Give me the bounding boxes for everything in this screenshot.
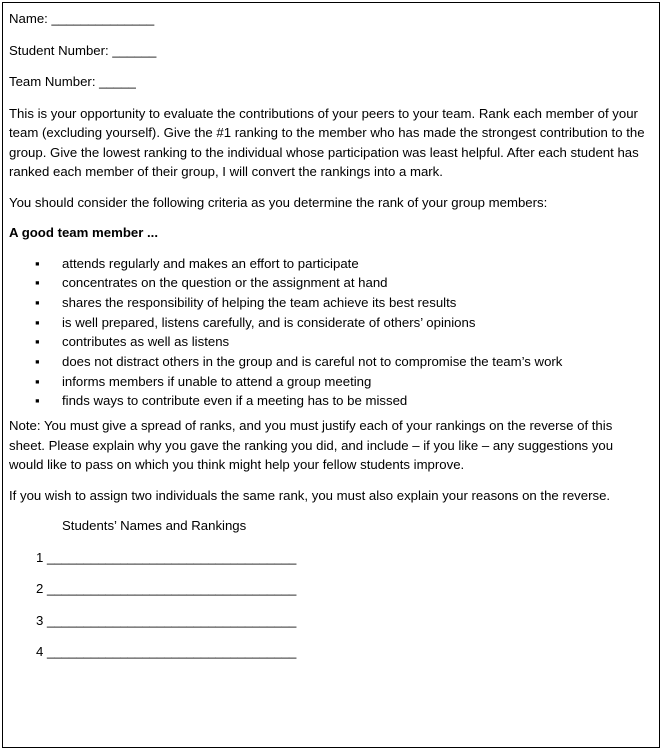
- list-item: [9, 391, 649, 411]
- ranking-line-1[interactable]: 1 __________________________________: [36, 549, 297, 565]
- criteria-text: is well prepared, listens carefully, and is considerate of others’ opinions: [62, 314, 476, 330]
- evaluation-sheet: [2, 2, 660, 748]
- list-item: [9, 372, 649, 392]
- rankings-title: Students’ Names and Rankings: [62, 518, 247, 534]
- list-item: [9, 254, 649, 274]
- criteria-text: does not distract others in the group and is careful not to compromise the team’s work: [62, 354, 563, 370]
- list-item: [9, 313, 649, 333]
- bullet-icon: ▪: [35, 314, 40, 330]
- intro-paragraph: This is your opportunity to evaluate the contributions of your peers to your team. Rank each member of your team (excluding yourself). Give the #1 ranking to the member who has made the strongest contribution to the group. Give the lowest ranking to the individual whose participation was least helpful. After each student has ranked each member of their group, I will convert the rankings into a mark.: [9, 105, 645, 179]
- list-item: [9, 293, 649, 313]
- criteria-text: finds ways to contribute even if a meeting has to be missed: [62, 393, 408, 409]
- criteria-text: informs members if unable to attend a group meeting: [62, 373, 372, 389]
- bullet-icon: ▪: [35, 373, 40, 389]
- name-field[interactable]: Name: ______________: [9, 11, 155, 26]
- criteria-heading: A good team member ...: [9, 225, 158, 240]
- criteria-list: [9, 254, 649, 412]
- same-rank-note: If you wish to assign two individuals the same rank, you must also explain your reasons on the reverse.: [9, 487, 611, 503]
- bullet-icon: ▪: [35, 255, 40, 271]
- bullet-icon: ▪: [35, 393, 40, 409]
- ranking-line-4[interactable]: 4 __________________________________: [36, 644, 297, 660]
- ranking-line-3[interactable]: 3 __________________________________: [36, 612, 297, 628]
- criteria-text: attends regularly and makes an effort to participate: [62, 255, 359, 271]
- bullet-icon: ▪: [35, 334, 40, 350]
- criteria-intro: You should consider the following criteria as you determine the rank of your group members:: [9, 194, 548, 210]
- criteria-text: shares the responsibility of helping the team achieve its best results: [62, 294, 457, 310]
- bullet-icon: ▪: [35, 294, 40, 310]
- note-paragraph: Note: You must give a spread of ranks, and you must justify each of your rankings on the reverse of this sheet. Please explain why you gave the ranking you did, and include – if you like – any suggestions you would like to pass on which you think might help your fellow students improve.: [9, 418, 614, 473]
- list-item: [9, 273, 649, 293]
- criteria-text: contributes as well as listens: [62, 334, 230, 350]
- bullet-icon: ▪: [35, 354, 40, 370]
- bullet-icon: ▪: [35, 275, 40, 291]
- list-item: [9, 332, 649, 352]
- ranking-line-2[interactable]: 2 __________________________________: [36, 581, 297, 597]
- criteria-text: concentrates on the question or the assignment at hand: [62, 275, 388, 291]
- team-number-field[interactable]: Team Number: _____: [9, 74, 136, 89]
- list-item: [9, 352, 649, 372]
- student-number-field[interactable]: Student Number: ______: [9, 42, 157, 58]
